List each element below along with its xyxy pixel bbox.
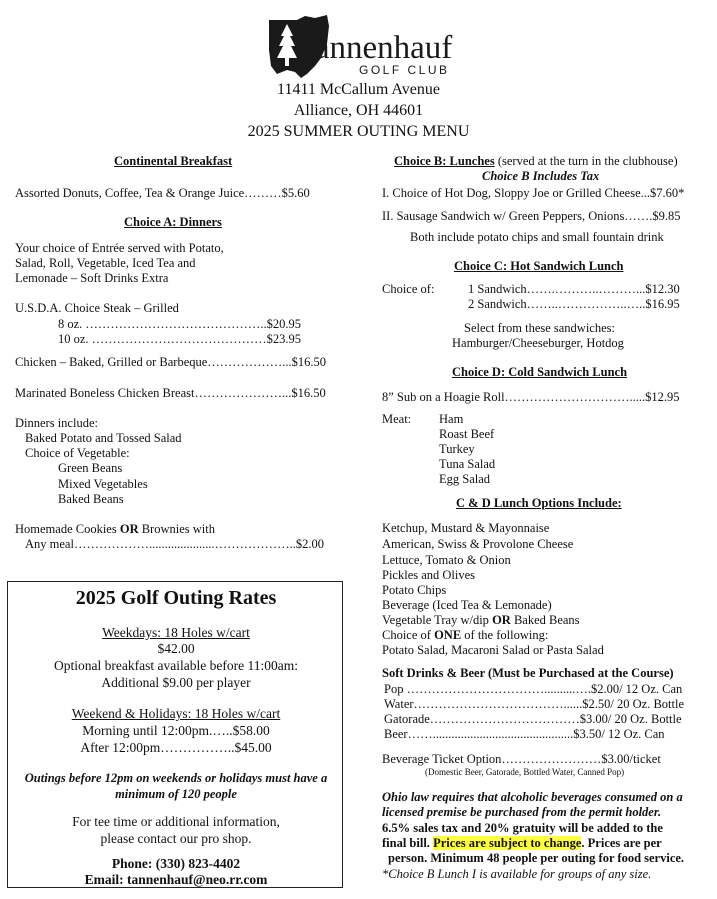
tannenhauf-logo <box>263 14 458 80</box>
option-veg-tray: Vegetable Tray w/dip OR Baked Beans <box>382 613 580 627</box>
contact-line-2: please contact our pro shop. <box>100 831 252 846</box>
meat-label: Meat: <box>382 412 412 426</box>
steak-10oz: 10 oz. ……………………………………$23.95 <box>58 332 302 346</box>
lunches-tax: Choice B Includes Tax <box>482 169 600 183</box>
lunch-item-2: II. Sausage Sandwich w/ Green Peppers, Onions…….$9.85 <box>382 209 681 223</box>
policy-line-1: Outings before 12pm on weekends or holidays must have a <box>24 771 328 785</box>
option-salads: Potato Salad, Macaroni Salad or Pasta Salad <box>382 643 604 657</box>
cookies-price: Any meal……………….....................………………..$2.00 <box>25 537 324 551</box>
option-item: American, Swiss & Provolone Cheese <box>382 537 574 551</box>
steak-8oz: 8 oz. ……………………………………..$20.95 <box>58 317 302 331</box>
breakfast-add: Additional $9.00 per player <box>101 675 251 690</box>
option-item: Potato Chips <box>382 583 447 597</box>
dinners-desc-3: Lemonade – Soft Drinks Extra <box>15 271 169 285</box>
dinners-include-potato: Baked Potato and Tossed Salad <box>25 431 182 445</box>
dinners-title: Choice A: Dinners <box>124 215 222 229</box>
vegetable-option: Mixed Vegetables <box>58 477 148 491</box>
cookies-item: Homemade Cookies OR Brownies with <box>15 522 215 536</box>
dinners-include-label: Dinners include: <box>15 416 98 430</box>
menu-title: 2025 SUMMER OUTING MENU <box>247 123 470 140</box>
drink-gatorade: Gatorade………………………………$3.00/ 20 Oz. Bottle <box>384 712 682 726</box>
steak-item: U.S.D.A. Choice Steak – Grilled <box>15 301 179 315</box>
hot-choice-label: Choice of: <box>382 282 435 296</box>
breakfast-note: Optional breakfast available before 11:00am: <box>54 658 298 673</box>
option-item: Lettuce, Tomato & Onion <box>382 553 511 567</box>
option-item: Pickles and Olives <box>382 568 476 582</box>
cold-hoagie: 8” Sub on a Hoagie Roll………………………….....$12.95 <box>382 390 680 404</box>
dinners-desc-1: Your choice of Entrée served with Potato, <box>15 241 224 255</box>
marinated-item: Marinated Boneless Chicken Breast…………………...$16.50 <box>15 386 326 400</box>
options-title: C & D Lunch Options Include: <box>456 496 622 510</box>
chicken-item: Chicken – Baked, Grilled or Barbeque………………...$16.50 <box>15 355 327 369</box>
policy-line-2: minimum of 120 people <box>115 787 237 801</box>
meat-option: Ham <box>439 412 464 426</box>
meat-option: Turkey <box>439 442 475 456</box>
footnote: *Choice B Lunch I is available for groups of any size. <box>382 867 652 881</box>
logo-name: Tannenhauf <box>297 30 453 66</box>
golf-outing-rates-box <box>7 581 343 888</box>
weekday-price: $42.00 <box>157 641 195 656</box>
lunches-title: Choice B: Lunches (served at the turn in the clubhouse) <box>394 154 678 168</box>
vegetable-label: Choice of Vegetable: <box>25 446 130 460</box>
hot-two-sandwich: 2 Sandwich……..……………..…..$16.95 <box>468 297 680 311</box>
lunch-include: Both include potato chips and small fountain drink <box>410 230 664 244</box>
ohio-law-2: licensed premise be purchased from the permit holder. <box>382 805 662 819</box>
drinks-title: Soft Drinks & Beer (Must be Purchased at the Course) <box>382 666 674 680</box>
drink-water: Water………………………………......$2.50/ 20 Oz. Bottle <box>384 697 685 711</box>
phone: Phone: (330) 823-4402 <box>111 856 241 871</box>
email: Email: tannenhauf@neo.rr.com <box>84 872 268 887</box>
vegetable-option: Baked Beans <box>58 492 124 506</box>
option-item: Ketchup, Mustard & Mayonnaise <box>382 521 550 535</box>
drink-beer: Beer…….............................................$3.50/ 12 Oz. Can <box>384 727 665 741</box>
tax-note-2: final bill. Prices are subject to change. Prices are per <box>382 836 662 850</box>
beverage-ticket: Beverage Ticket Option……………………$3.00/ticket <box>382 752 661 766</box>
contact-line-1: For tee time or additional information, <box>72 814 280 829</box>
hot-one-sandwich: 1 Sandwich…….………..………...$12.30 <box>468 282 680 296</box>
meat-option: Roast Beef <box>439 427 495 441</box>
logo-subtitle: GOLF CLUB <box>359 63 450 77</box>
breakfast-title: Continental Breakfast <box>114 154 233 168</box>
address-line-2: Alliance, OH 44601 <box>293 102 424 119</box>
weekend-label: Weekend & Holidays: 18 Holes w/cart <box>71 706 281 721</box>
weekend-after: After 12:00pm……………..$45.00 <box>80 740 272 755</box>
address-line-1: 11411 McCallum Avenue <box>277 81 440 98</box>
meat-option: Tuna Salad <box>439 457 496 471</box>
vegetable-option: Green Beans <box>58 461 123 475</box>
cold-title: Choice D: Cold Sandwich Lunch <box>452 365 628 379</box>
meat-option: Egg Salad <box>439 472 491 486</box>
option-choice-one: Choice of ONE of the following: <box>382 628 549 642</box>
option-item: Beverage (Iced Tea & Lemonade) <box>382 598 552 612</box>
breakfast-item: Assorted Donuts, Coffee, Tea & Orange Juice………$5.60 <box>15 186 310 200</box>
ohio-law-1: Ohio law requires that alcoholic beverages consumed on a <box>382 790 683 804</box>
hot-title: Choice C: Hot Sandwich Lunch <box>454 259 624 273</box>
hot-options: Hamburger/Cheeseburger, Hotdog <box>452 336 624 350</box>
drink-pop: Pop ……………………………..........….$2.00/ 12 Oz. Can <box>384 682 683 696</box>
price-change-highlight: Prices are subject to change <box>433 836 582 850</box>
weekend-morning: Morning until 12:00pm.…..$58.00 <box>82 723 270 738</box>
hot-select: Select from these sandwiches: <box>464 321 615 335</box>
beverage-ticket-note: (Domestic Beer, Gatorade, Bottled Water, Canned Pop) <box>425 767 625 777</box>
rates-title: 2025 Golf Outing Rates <box>75 587 277 609</box>
dinners-desc-2: Salad, Roll, Vegetable, Iced Tea and <box>15 256 196 270</box>
tax-note-1: 6.5% sales tax and 20% gratuity will be added to the <box>382 821 663 835</box>
tax-note-3: person. Minimum 48 people per outing for food service. <box>388 851 685 865</box>
lunch-item-1: I. Choice of Hot Dog, Sloppy Joe or Grilled Cheese...$7.60* <box>382 186 685 200</box>
weekday-label: Weekdays: 18 Holes w/cart <box>102 625 250 640</box>
